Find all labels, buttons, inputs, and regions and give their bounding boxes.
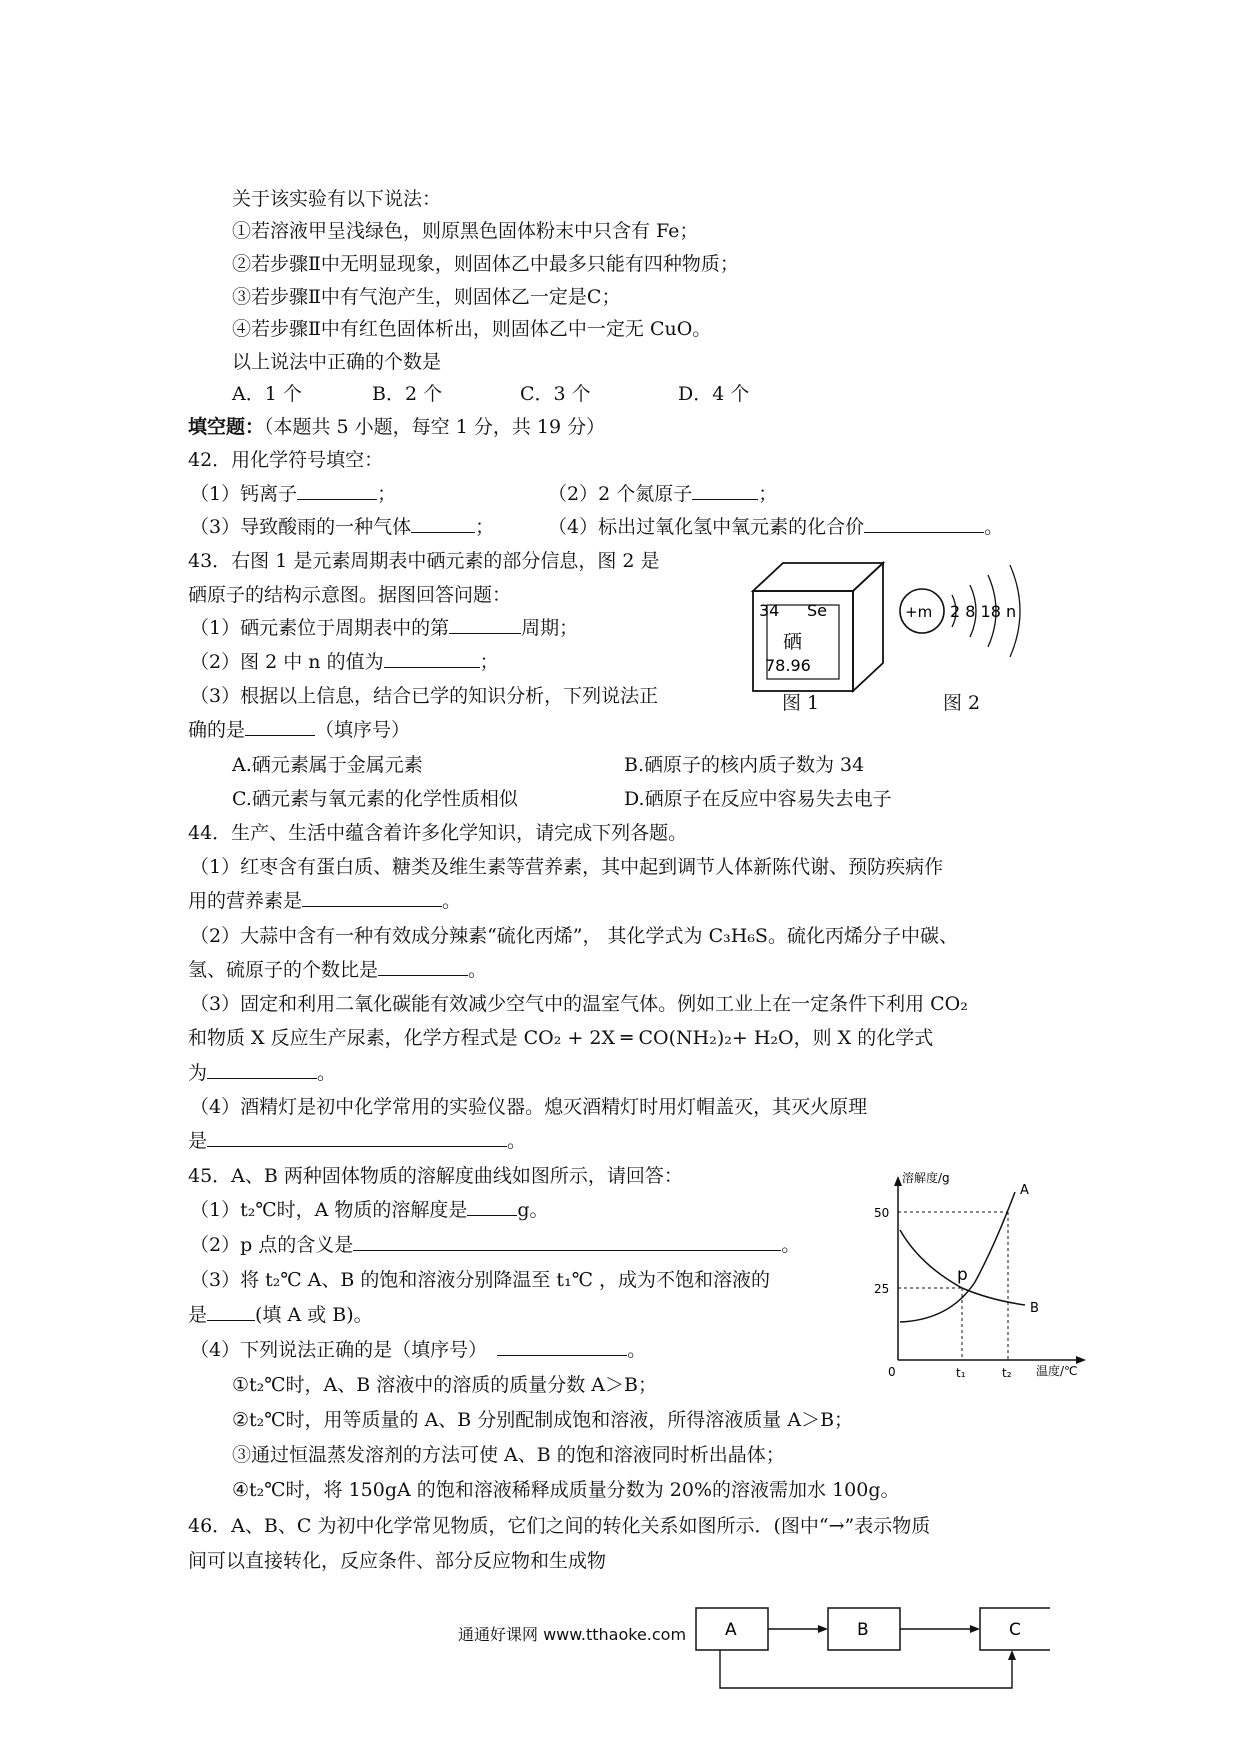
figure-2-caption: 图 2 — [943, 692, 981, 714]
q42-part-4 — [548, 514, 1003, 540]
chart-label-b: B — [1030, 1301, 1039, 1316]
chart-tick-t2: t₂ — [1002, 1366, 1012, 1380]
q44-part-4: （4）酒精灯是初中化学常用的实验仪器。熄灭酒精灯时用灯帽盖灭，其灭火原理 — [190, 1096, 868, 1118]
q45-part-3-cont — [188, 1302, 373, 1328]
q45-part-3: （3）将 t₂℃ A、B 的饱和溶液分别降温至 t₁℃ ，成为不饱和溶液的 — [190, 1269, 770, 1291]
q45-p4-period: 。 — [627, 1339, 647, 1361]
figure-1-caption: 图 1 — [782, 692, 820, 714]
q41-option-b: B．2 个 — [372, 383, 443, 405]
q43-p3-tail: （填序号） — [315, 719, 411, 741]
chart-point-p: p — [957, 1265, 968, 1285]
q41-statement-4: ④若步骤Ⅱ中有红色固体析出，则固体乙中一定无 CuO。 — [232, 318, 712, 340]
q41-statement-1: ①若溶液甲呈浅绿色，则原黑色固体粉末中只含有 Fe； — [232, 220, 699, 242]
q45-statement-2: ②t₂℃时，用等质量的 A、B 分别配制成饱和溶液，所得溶液质量 A＞B； — [232, 1409, 854, 1431]
q42-p2-text: （2）2 个氮原子 — [548, 483, 693, 505]
electron-shells-label: 2 8 18 n — [950, 602, 1017, 621]
chart-tick-50: 50 — [874, 1206, 890, 1220]
q43-part-3: （3）根据以上信息，结合已学的知识分析，下列说法正 — [190, 685, 659, 707]
q42-p4-text: （4）标出过氧化氢中氧元素的化合价 — [548, 516, 865, 538]
q43-p2-text: （2）图 2 中 n 的值为 — [190, 651, 384, 673]
q41-statement-3: ③若步骤Ⅱ中有气泡产生，则固体乙一定是C； — [232, 286, 621, 308]
answer-blank[interactable] — [207, 1060, 317, 1079]
answer-blank[interactable] — [692, 481, 758, 500]
q42-p1-text: （1）钙离子 — [190, 483, 298, 505]
answer-blank[interactable] — [297, 481, 377, 500]
q44-part-2: （2）大蒜中含有一种有效成分辣素“硫化丙烯”， 其化学式为 C₃H₆S。硫化丙烯分子中碳、 — [190, 925, 958, 947]
chart-xlabel: 温度/℃ — [1036, 1364, 1078, 1378]
element-symbol: Se — [807, 601, 827, 620]
q45-p3-text: 是 — [188, 1304, 208, 1326]
q45-p1-tail: g。 — [517, 1199, 549, 1221]
answer-blank[interactable] — [449, 615, 521, 634]
q45-p3-tail: (填 A 或 B)。 — [255, 1304, 373, 1326]
q43-option-a: A.硒元素属于金属元素 — [232, 754, 423, 776]
q44-p1-text: 用的营养素是 — [188, 890, 303, 912]
box-a-label: A — [725, 1620, 737, 1640]
q44-p3-text: 为 — [188, 1062, 208, 1084]
q43-part-2 — [190, 649, 499, 675]
q41-option-a: A．1 个 — [232, 383, 302, 405]
answer-blank[interactable] — [245, 717, 315, 736]
answer-blank[interactable] — [384, 649, 480, 668]
q45-p2-period: 。 — [781, 1234, 801, 1256]
q43-line-1: 43．右图 1 是元素周期表中硒元素的部分信息，图 2 是 — [188, 550, 660, 572]
q43-p1-tail: 周期； — [521, 617, 579, 639]
q45-p1-text: （1）t₂℃时，A 物质的溶解度是 — [190, 1199, 468, 1221]
q44-part-1-cont — [188, 888, 461, 914]
q43-option-c: C.硒元素与氧元素的化学性质相似 — [232, 788, 518, 810]
q42-part-2 — [548, 481, 777, 507]
q45-title: 45．A、B 两种固体物质的溶解度曲线如图所示，请回答： — [188, 1165, 683, 1187]
q43-option-d: D.硒原子在反应中容易失去电子 — [624, 788, 892, 810]
nucleus-label: +m — [905, 603, 933, 621]
q43-option-b: B.硒原子的核内质子数为 34 — [624, 754, 865, 776]
q43-p3-text: 确的是 — [188, 719, 246, 741]
q45-part-1 — [190, 1197, 549, 1223]
q42-p4-period: 。 — [984, 516, 1004, 538]
arrow-a-to-c — [720, 1650, 1012, 1688]
answer-blank[interactable] — [467, 1197, 517, 1216]
section-desc: （本题共 5 小题，每空 1 分，共 19 分） — [264, 416, 606, 438]
q43-part-1 — [190, 615, 578, 641]
solubility-curve-chart — [860, 1170, 1100, 1385]
answer-blank[interactable] — [497, 1337, 627, 1356]
q42-part-3 — [190, 514, 494, 540]
q43-part-3-cont — [188, 717, 410, 743]
q44-p1-period: 。 — [442, 890, 462, 912]
chart-label-a: A — [1020, 1183, 1029, 1198]
q42-p3-semi: ； — [475, 516, 495, 538]
section-title: 填空题： — [188, 416, 265, 438]
q45-p2-text: （2）p 点的含义是 — [190, 1234, 354, 1256]
q43-p1-text: （1）硒元素位于周期表中的第 — [190, 617, 450, 639]
q42-p3-text: （3）导致酸雨的一种气体 — [190, 516, 412, 538]
chart-origin: 0 — [888, 1365, 896, 1379]
q46-line-2: 间可以直接转化，反应条件、部分反应物和生成物 — [188, 1550, 607, 1572]
element-name: 硒 — [783, 631, 803, 653]
selenium-element-cube-figure — [745, 555, 895, 715]
q44-p2-period: 。 — [468, 959, 488, 981]
answer-blank[interactable] — [353, 1232, 781, 1251]
watermark-footer: 通通好课网 www.tthaoke.com — [458, 1625, 687, 1644]
q45-statement-1: ①t₂℃时，A、B 溶液中的溶质的质量分数 A＞B； — [232, 1374, 657, 1396]
q44-p4-text: 是 — [188, 1130, 208, 1152]
q44-part-3: （3）固定和利用二氧化碳能有效减少空气中的温室气体。例如工业上在一定条件下利用 CO₂ — [190, 993, 968, 1015]
q46-line-1: 46．A、B、C 为初中化学常见物质，它们之间的转化关系如图所示．(图中“→”表示物质 — [188, 1515, 931, 1537]
q45-p4-text: （4）下列说法正确的是（填序号） — [190, 1339, 488, 1361]
q41-option-d: D．4 个 — [678, 383, 750, 405]
answer-blank[interactable] — [302, 888, 442, 907]
conversion-diagram — [690, 1590, 1050, 1700]
answer-blank[interactable] — [864, 514, 984, 533]
q45-part-4 — [190, 1337, 646, 1363]
q42-p1-semi: ； — [377, 483, 397, 505]
q42-part-1 — [190, 481, 396, 507]
selenium-atom-structure-figure — [890, 555, 1050, 665]
answer-blank[interactable] — [207, 1128, 507, 1147]
chart-tick-t1: t₁ — [956, 1366, 966, 1380]
q44-part-3-line-2: 和物质 X 反应生产尿素，化学方程式是 CO₂ + 2X ═ CO(NH₂)₂+ H₂O，则 X 的化学式 — [188, 1027, 934, 1049]
q44-part-2-cont — [188, 957, 487, 983]
q44-part-3-cont — [188, 1060, 336, 1086]
atomic-mass: 78.96 — [765, 656, 811, 675]
q41-intro: 关于该实验有以下说法： — [232, 188, 442, 210]
answer-blank[interactable] — [411, 514, 475, 533]
atomic-number: 34 — [759, 601, 780, 620]
q44-p3-period: 。 — [317, 1062, 337, 1084]
q44-p4-period: 。 — [507, 1130, 527, 1152]
box-c-label: C — [1009, 1620, 1021, 1640]
q44-title: 44．生产、生活中蕴含着许多化学知识，请完成下列各题。 — [188, 822, 688, 844]
chart-ylabel: 溶解度/g — [902, 1171, 950, 1185]
q41-option-c: C．3 个 — [520, 383, 591, 405]
q44-part-4-cont — [188, 1128, 526, 1154]
q45-part-2 — [190, 1232, 800, 1258]
q42-title: 42．用化学符号填空： — [188, 449, 384, 471]
q41-question: 以上说法中正确的个数是 — [232, 351, 442, 373]
q42-p2-semi: ； — [758, 483, 778, 505]
q43-line-2: 硒原子的结构示意图。据图回答问题： — [188, 584, 512, 606]
answer-blank[interactable] — [378, 957, 468, 976]
answer-blank[interactable] — [207, 1302, 255, 1321]
section-heading — [188, 414, 605, 440]
chart-tick-25: 25 — [874, 1282, 890, 1296]
q43-p2-tail: ； — [479, 651, 499, 673]
q45-statement-3: ③通过恒温蒸发溶剂的方法可使 A、B 的饱和溶液同时析出晶体； — [232, 1444, 785, 1466]
q45-statement-4: ④t₂℃时，将 150gA 的饱和溶液稀释成质量分数为 20%的溶液需加水 100g。 — [232, 1479, 900, 1501]
q41-statement-2: ②若步骤Ⅱ中无明显现象，则固体乙中最多只能有四种物质； — [232, 253, 739, 275]
q44-p2-text: 氢、硫原子的个数比是 — [188, 959, 379, 981]
q44-part-1: （1）红枣含有蛋白质、糖类及维生素等营养素，其中起到调节人体新陈代谢、预防疾病作 — [190, 856, 944, 878]
box-b-label: B — [857, 1620, 869, 1640]
